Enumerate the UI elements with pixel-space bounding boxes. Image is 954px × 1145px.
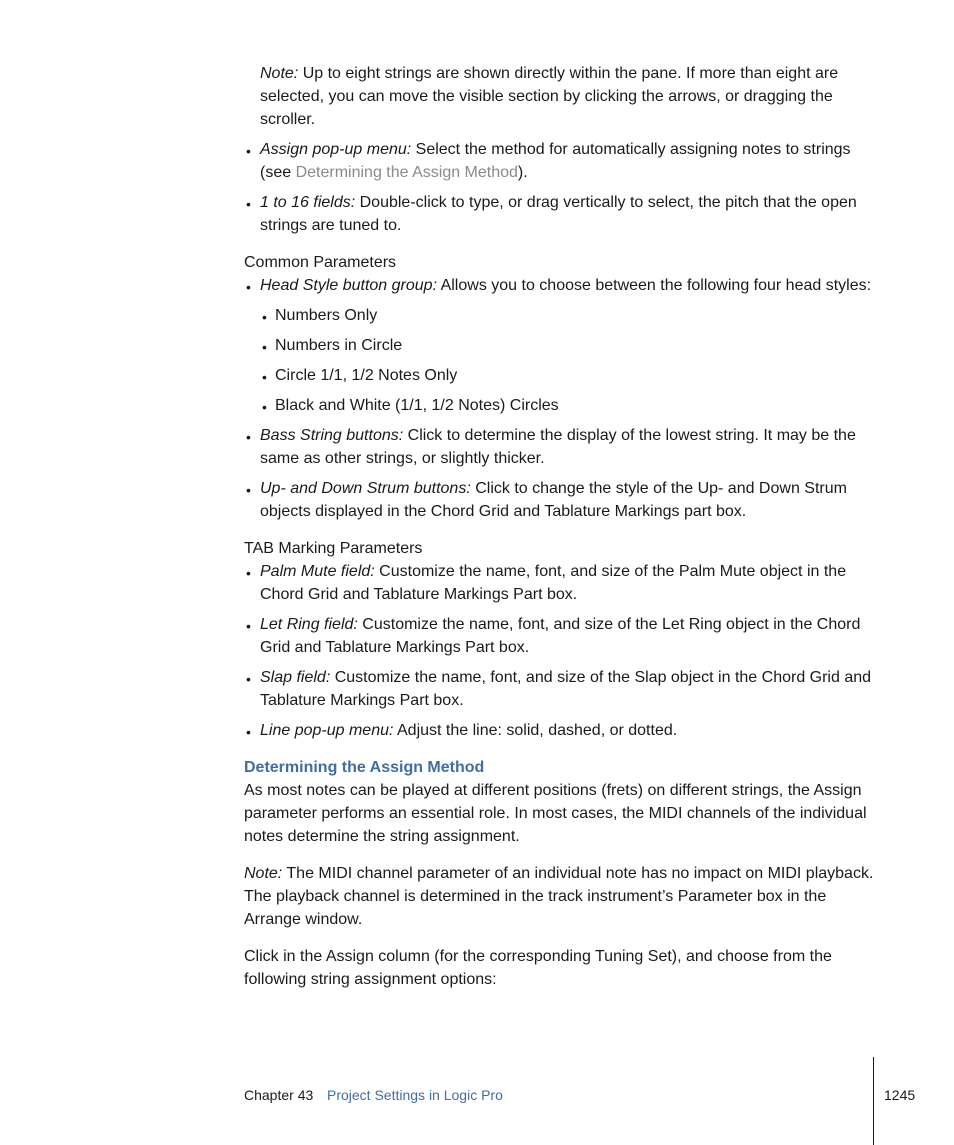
item-term: Palm Mute field:	[260, 563, 375, 580]
common-parameters-heading: Common Parameters	[244, 254, 397, 271]
bullet-icon: •	[262, 369, 267, 385]
item-text: Allows you to choose between the following four head styles:	[440, 277, 872, 294]
item-text: Select the method for automatically assigning notes to strings (see	[260, 141, 851, 181]
item-term: Bass String buttons:	[260, 427, 404, 444]
item-term: Line pop-up menu:	[260, 722, 394, 739]
list-item-palm-mute	[260, 560, 880, 606]
list-item-style: Numbers in Circle	[275, 337, 403, 354]
item-text: Adjust the line: solid, dashed, or dotted.	[397, 722, 678, 739]
list-item-head-style	[260, 274, 880, 297]
item-term: Let Ring field:	[260, 616, 358, 633]
section-heading: Determining the Assign Method	[244, 759, 485, 776]
item-text: Click to determine the display of the lowest string. It may be the same as other strings, or slightly thicker.	[260, 427, 856, 467]
item-term: Slap field:	[260, 669, 331, 686]
list-item-line-menu	[260, 719, 880, 742]
bullet-icon: •	[246, 279, 251, 295]
list-item-style: Black and White (1/1, 1/2 Notes) Circles	[275, 397, 559, 414]
bullet-icon: •	[262, 399, 267, 415]
item-term: Assign pop-up menu:	[260, 141, 412, 158]
bullet-icon: •	[246, 671, 251, 687]
item-term: Up- and Down Strum buttons:	[260, 480, 471, 497]
item-text: Double-click to type, or drag vertically to select, the pitch that the open strings are tuned to.	[260, 194, 857, 234]
note-paragraph	[260, 62, 880, 131]
list-item-fields	[260, 191, 880, 237]
footer-chapter-title[interactable]: Project Settings in Logic Pro	[327, 1087, 503, 1103]
item-text: Click to change the style of the Up- and Down Strum objects displayed in the Chord Grid and Tablature Markings part box.	[260, 480, 847, 520]
item-term: 1 to 16 fields:	[260, 194, 356, 211]
list-item-slap	[260, 666, 880, 712]
item-text: Customize the name, font, and size of the Let Ring object in the Chord Grid and Tablature Markings Part box.	[260, 616, 861, 656]
bullet-icon: •	[246, 482, 251, 498]
item-text-end: ).	[517, 164, 528, 181]
note-text: Up to eight strings are shown directly within the pane. If more than eight are selected, you can move the visible section by clicking the arrows, or dragging the scroller.	[260, 65, 839, 128]
assign-outro-paragraph: Click in the Assign column (for the corresponding Tuning Set), and choose from the following string assignment options:	[244, 948, 832, 988]
list-item-bass-string	[260, 424, 880, 470]
bullet-icon: •	[246, 565, 251, 581]
assign-note-paragraph	[244, 862, 884, 931]
note-text: The MIDI channel parameter of an individual note has no impact on MIDI playback. The playback channel is determined in the track instrument’s Parameter box in the Arrange window.	[244, 865, 874, 928]
item-text: Customize the name, font, and size of the Slap object in the Chord Grid and Tablature Markings Part box.	[260, 669, 872, 709]
note-label: Note:	[244, 865, 283, 882]
bullet-icon: •	[246, 724, 251, 740]
assign-method-link[interactable]: Determining the Assign Method	[295, 164, 518, 181]
bullet-icon: •	[246, 143, 251, 159]
bullet-icon: •	[246, 196, 251, 212]
item-term: Head Style button group:	[260, 277, 438, 294]
bullet-icon: •	[246, 429, 251, 445]
list-item-strum	[260, 477, 880, 523]
tab-marking-heading: TAB Marking Parameters	[244, 540, 423, 557]
page-number: 1245	[884, 1087, 916, 1103]
bullet-icon: •	[262, 339, 267, 355]
assign-intro-paragraph: As most notes can be played at different positions (frets) on different strings, the Assign parameter performs an essential role. In most cases, the MIDI channels of the individual notes determine the string assignment.	[244, 782, 867, 845]
list-item-style: Numbers Only	[275, 307, 378, 324]
list-item-let-ring	[260, 613, 880, 659]
item-text: Customize the name, font, and size of the Palm Mute object in the Chord Grid and Tablature Markings Part box.	[260, 563, 847, 603]
list-item-assign-menu	[260, 138, 880, 184]
footer-divider	[873, 1057, 874, 1145]
bullet-icon: •	[246, 618, 251, 634]
list-item-style: Circle 1/1, 1/2 Notes Only	[275, 367, 458, 384]
bullet-icon: •	[262, 309, 267, 325]
note-label: Note:	[260, 65, 299, 82]
footer-chapter: Chapter 43	[244, 1087, 314, 1103]
